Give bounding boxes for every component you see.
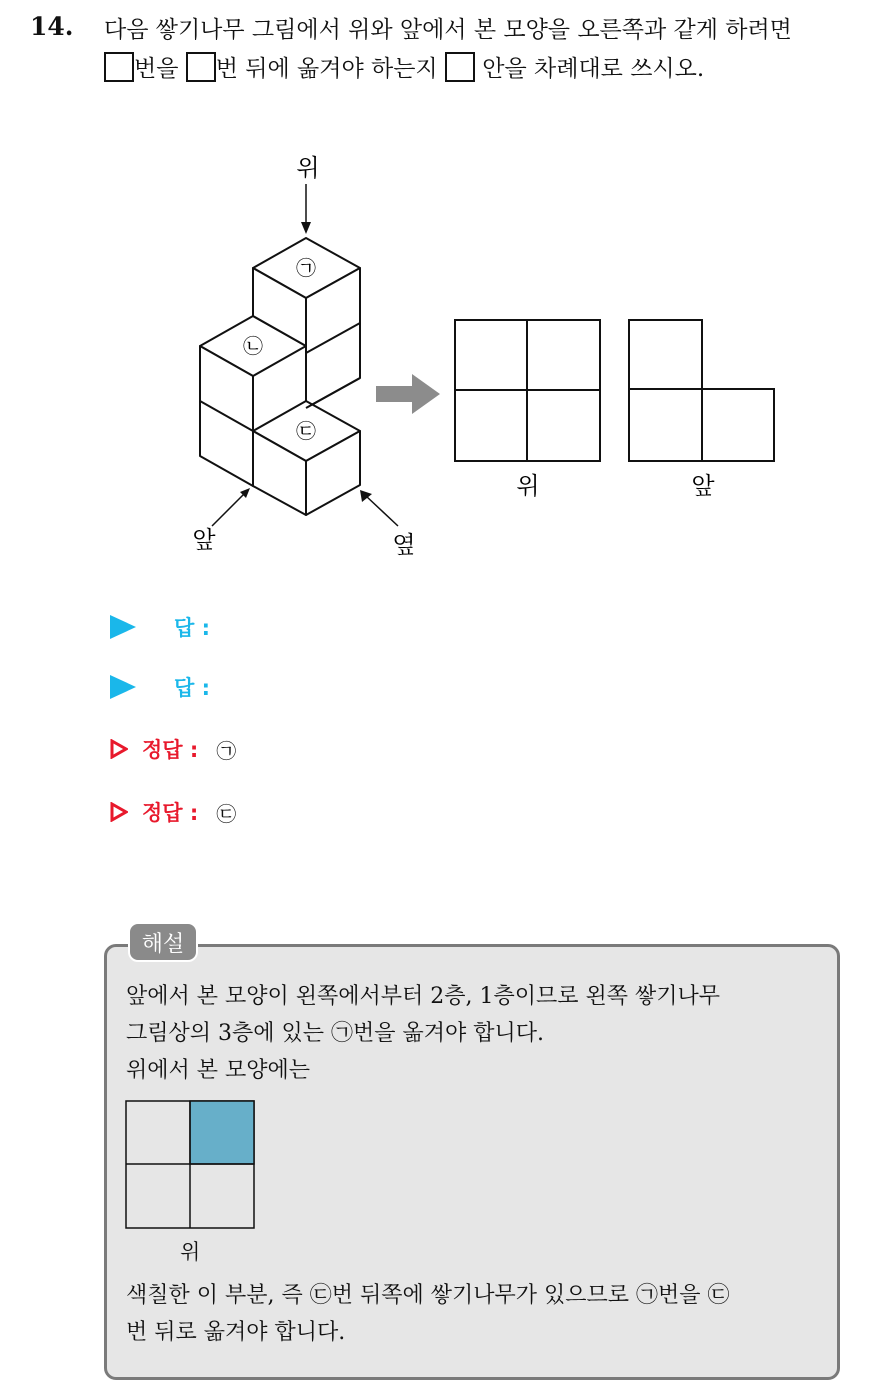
solution-line2: 그림상의 3층에 있는 ㉠번을 옮겨야 합니다.: [126, 1021, 544, 1046]
correct-label: 정답 :: [142, 801, 199, 825]
arrow-down-icon: [301, 222, 311, 234]
correct-answer-1: ㉠: [216, 738, 237, 763]
correct-answer-2: ㉢: [216, 801, 237, 826]
answer-blank-3: [445, 52, 475, 82]
play-triangle-icon: [110, 615, 136, 639]
label-top: 위: [296, 154, 320, 182]
solution-grid-label: 위: [180, 1240, 201, 1264]
question-text-part3: 안을 차례대로 쓰시오.: [482, 56, 705, 82]
cube-figure: [180, 140, 800, 570]
solution-line1: 앞에서 본 모양이 왼쪽에서부터 2층, 1층이므로 왼쪽 쌓기나무: [126, 984, 720, 1009]
outline-triangle-icon: [110, 802, 128, 822]
play-triangle-icon: [110, 675, 136, 699]
question-text-part1: 번을: [134, 56, 179, 82]
correct-row-2: [110, 795, 236, 829]
solution-line4: 색칠한 이 부분, 즉 ㉢번 뒤쪽에 쌓기나무가 있으므로 ㉠번을 ㉢: [126, 1283, 730, 1308]
front-view-grid: [629, 320, 774, 461]
answer-row-2: [110, 670, 210, 704]
question-text-line2: [104, 52, 704, 85]
correct-row-1: [110, 732, 236, 766]
cube-label-n: ㉡: [243, 334, 263, 358]
right-arrow-icon: [376, 374, 440, 414]
correct-label: 정답 :: [142, 738, 199, 762]
label-front: 앞: [192, 526, 216, 554]
outline-triangle-icon: [110, 739, 128, 759]
answer-label: 답 :: [174, 676, 210, 700]
solution-line5: 번 뒤로 옮겨야 합니다.: [126, 1320, 346, 1345]
answer-blank-2: [186, 52, 216, 82]
answer-blank-1: [104, 52, 134, 82]
solution-line3: 위에서 본 모양에는: [126, 1058, 311, 1083]
solution-tag: 해설: [128, 922, 198, 962]
answer-row-1: [110, 610, 210, 644]
answer-label: 답 :: [174, 616, 210, 640]
cube-label-g: ㉠: [296, 256, 316, 280]
front-view-label: 앞: [691, 472, 715, 500]
question-text-line1: 다음 쌓기나무 그림에서 위와 앞에서 본 모양을 오른쪽과 같게 하려면: [104, 17, 792, 43]
top-view-grid: [455, 320, 600, 461]
solution-top-view-grid: [124, 1100, 258, 1230]
question-number: 14.: [30, 12, 74, 41]
question-text-part2: 번 뒤에 옮겨야 하는지: [215, 56, 438, 82]
cube-label-d: ㉢: [296, 419, 316, 443]
top-view-label: 위: [516, 472, 540, 500]
highlighted-cell: [190, 1101, 254, 1164]
label-side: 옆: [392, 531, 416, 559]
